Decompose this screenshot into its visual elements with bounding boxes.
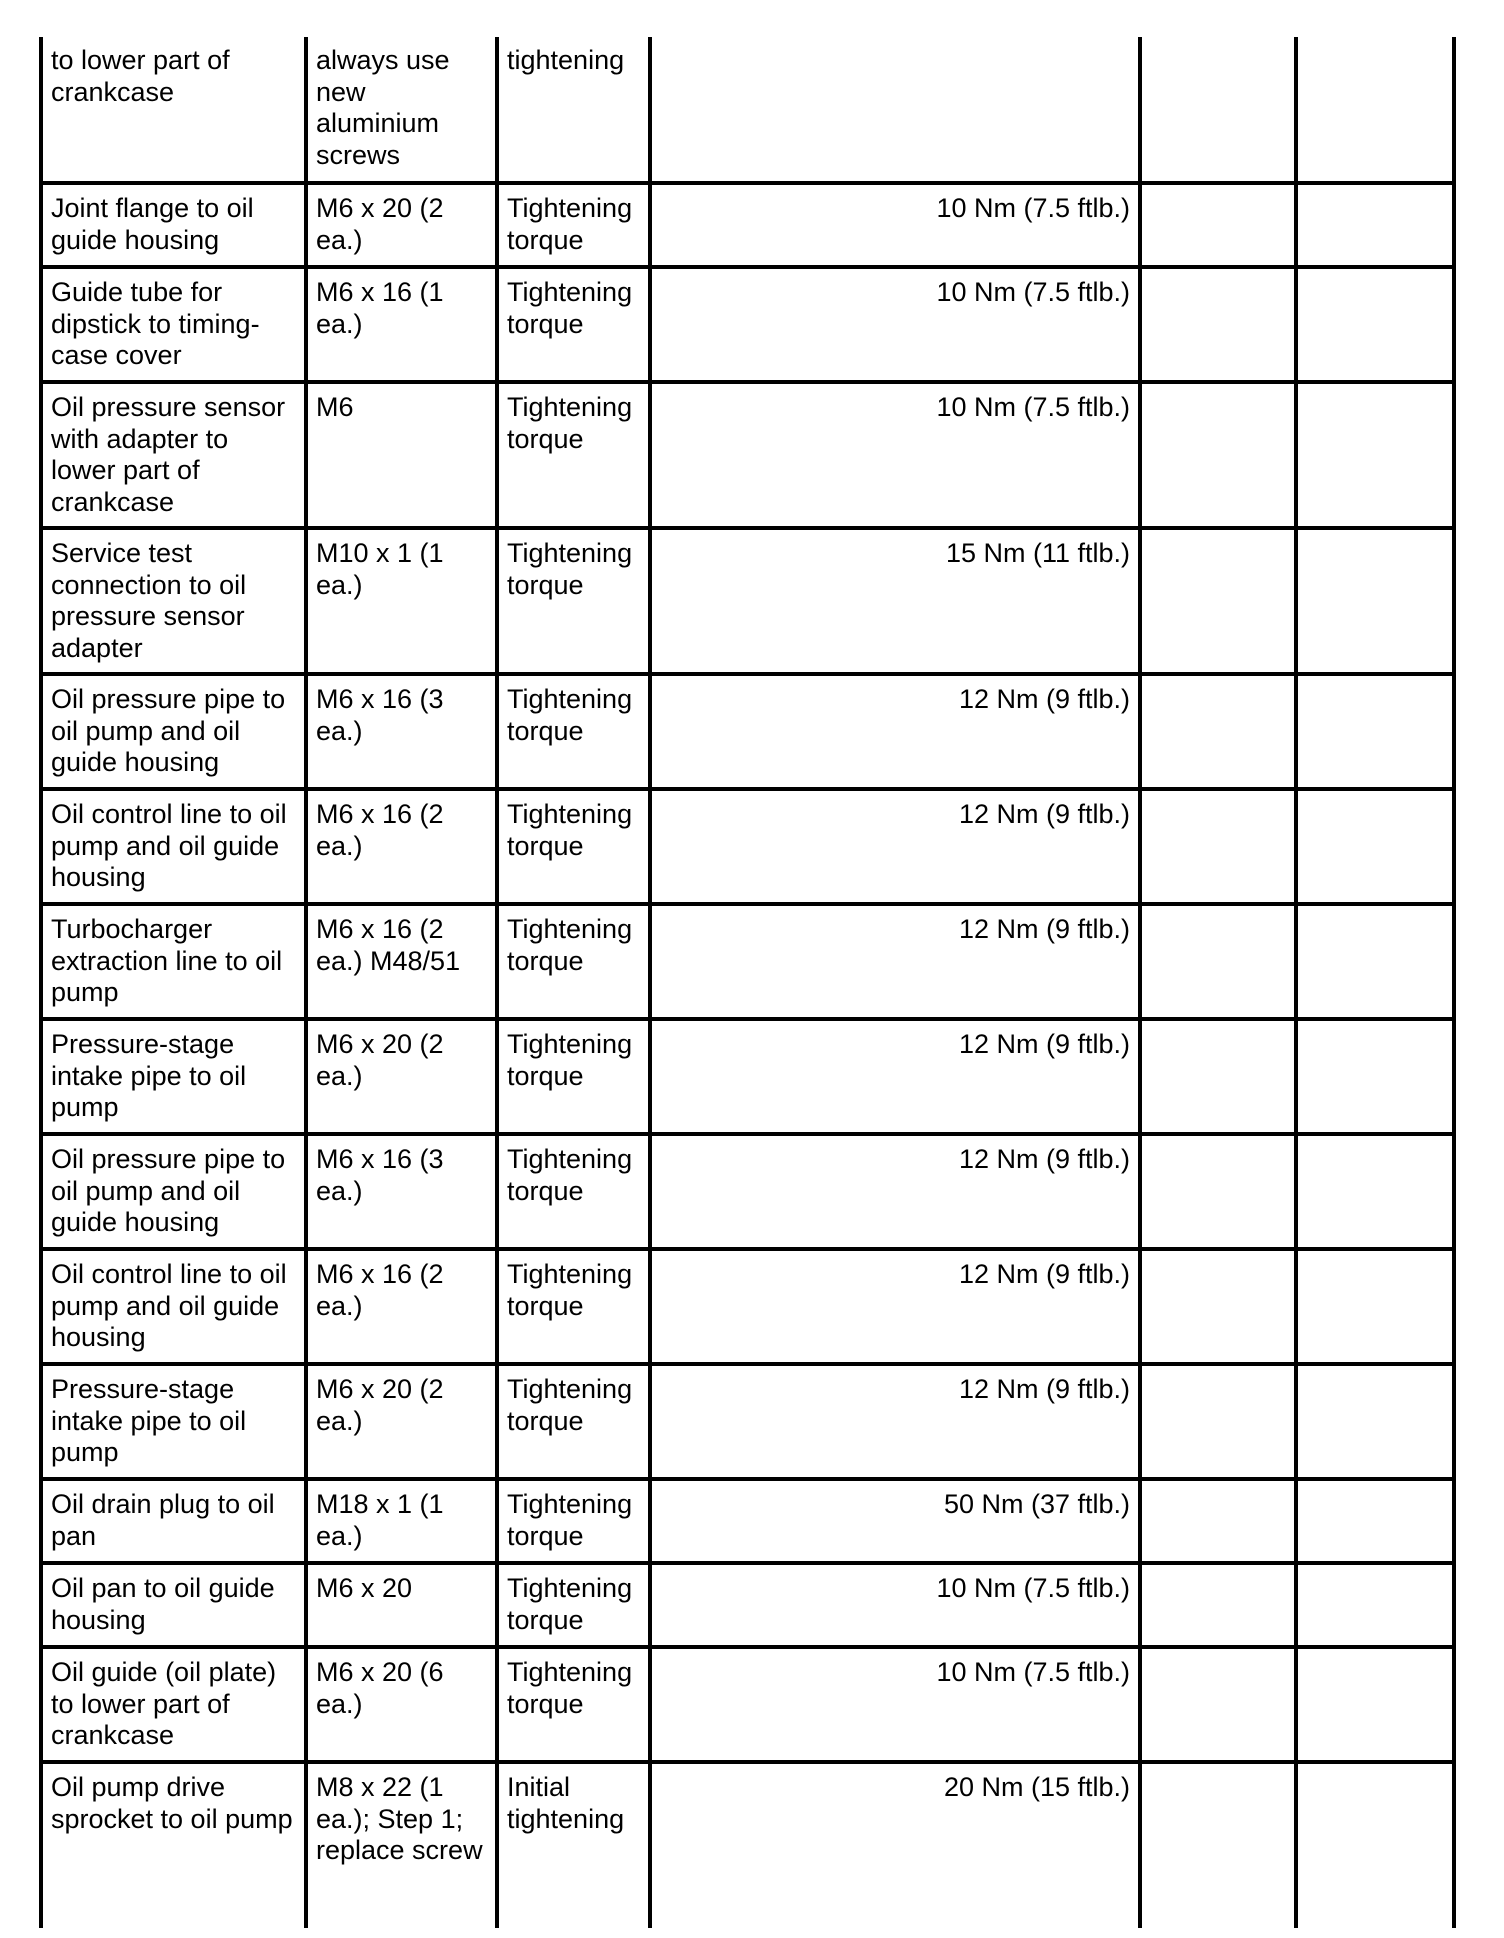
tightening-type-cell: Tightening torque <box>497 1249 650 1364</box>
tightening-type-cell: Tightening torque <box>497 1019 650 1134</box>
fastener-cell: M6 x 20 <box>306 1563 497 1647</box>
empty-cell <box>1140 528 1296 674</box>
empty-cell <box>1140 183 1296 267</box>
torque-value-cell <box>650 37 1140 183</box>
torque-value-cell: 15 Nm (11 ftlb.) <box>650 528 1140 674</box>
fastener-cell: M6 <box>306 382 497 528</box>
fastener-cell: M6 x 16 (3 ea.) <box>306 1134 497 1249</box>
torque-value-cell: 10 Nm (7.5 ftlb.) <box>650 382 1140 528</box>
empty-cell <box>1296 1647 1454 1762</box>
torque-value-cell: 12 Nm (9 ftlb.) <box>650 674 1140 789</box>
empty-cell <box>1140 1479 1296 1563</box>
empty-cell <box>1296 674 1454 789</box>
empty-cell <box>1296 37 1454 183</box>
component-cell: Oil pump drive sprocket to oil pump <box>41 1762 306 1928</box>
table-row <box>41 183 1454 267</box>
empty-cell <box>1296 528 1454 674</box>
torque-value-cell: 12 Nm (9 ftlb.) <box>650 904 1140 1019</box>
tightening-type-cell: Tightening torque <box>497 1563 650 1647</box>
component-cell: Oil guide (oil plate) to lower part of crankcase <box>41 1647 306 1762</box>
fastener-cell: M6 x 20 (2 ea.) <box>306 1019 497 1134</box>
empty-cell <box>1140 789 1296 904</box>
empty-cell <box>1296 904 1454 1019</box>
torque-value-cell: 10 Nm (7.5 ftlb.) <box>650 1563 1140 1647</box>
component-cell: Oil control line to oil pump and oil guide housing <box>41 1249 306 1364</box>
component-cell: Oil pressure pipe to oil pump and oil guide housing <box>41 1134 306 1249</box>
table-row <box>41 37 1454 183</box>
empty-cell <box>1140 1762 1296 1928</box>
torque-value-cell: 12 Nm (9 ftlb.) <box>650 1019 1140 1134</box>
torque-value-cell: 10 Nm (7.5 ftlb.) <box>650 267 1140 382</box>
empty-cell <box>1140 1647 1296 1762</box>
fastener-cell: M6 x 16 (2 ea.) <box>306 1249 497 1364</box>
component-cell: Turbocharger extraction line to oil pump <box>41 904 306 1019</box>
torque-value-cell: 12 Nm (9 ftlb.) <box>650 789 1140 904</box>
tightening-type-cell: Initial tightening <box>497 1762 650 1928</box>
component-cell: Joint flange to oil guide housing <box>41 183 306 267</box>
empty-cell <box>1296 267 1454 382</box>
tightening-type-cell: Tightening torque <box>497 528 650 674</box>
tightening-type-cell: Tightening torque <box>497 1134 650 1249</box>
table-row <box>41 1364 1454 1479</box>
tightening-type-cell: Tightening torque <box>497 1479 650 1563</box>
fastener-cell: M6 x 16 (2 ea.) M48/51 <box>306 904 497 1019</box>
fastener-cell: M6 x 20 (2 ea.) <box>306 183 497 267</box>
empty-cell <box>1140 37 1296 183</box>
table-row <box>41 1479 1454 1563</box>
empty-cell <box>1296 1762 1454 1928</box>
fastener-cell: M8 x 22 (1 ea.); Step 1; replace screw <box>306 1762 497 1928</box>
component-cell: to lower part of crankcase <box>41 37 306 183</box>
tightening-type-cell: Tightening torque <box>497 904 650 1019</box>
torque-value-cell: 10 Nm (7.5 ftlb.) <box>650 1647 1140 1762</box>
torque-value-cell: 50 Nm (37 ftlb.) <box>650 1479 1140 1563</box>
empty-cell <box>1296 1364 1454 1479</box>
table-row <box>41 789 1454 904</box>
empty-cell <box>1140 1019 1296 1134</box>
tightening-type-cell: tightening <box>497 37 650 183</box>
torque-value-cell: 12 Nm (9 ftlb.) <box>650 1249 1140 1364</box>
table-row <box>41 1762 1454 1928</box>
torque-value-cell: 12 Nm (9 ftlb.) <box>650 1134 1140 1249</box>
fastener-cell: M6 x 20 (2 ea.) <box>306 1364 497 1479</box>
fastener-cell: M6 x 20 (6 ea.) <box>306 1647 497 1762</box>
component-cell: Pressure-stage intake pipe to oil pump <box>41 1019 306 1134</box>
fastener-cell: M6 x 16 (3 ea.) <box>306 674 497 789</box>
torque-value-cell: 10 Nm (7.5 ftlb.) <box>650 183 1140 267</box>
empty-cell <box>1296 183 1454 267</box>
torque-value-cell: 20 Nm (15 ftlb.) <box>650 1762 1140 1928</box>
empty-cell <box>1140 382 1296 528</box>
empty-cell <box>1140 904 1296 1019</box>
empty-cell <box>1140 674 1296 789</box>
fastener-cell: M18 x 1 (1 ea.) <box>306 1479 497 1563</box>
tightening-type-cell: Tightening torque <box>497 183 650 267</box>
empty-cell <box>1296 789 1454 904</box>
component-cell: Oil control line to oil pump and oil guide housing <box>41 789 306 904</box>
fastener-cell: M6 x 16 (2 ea.) <box>306 789 497 904</box>
fastener-cell: M10 x 1 (1 ea.) <box>306 528 497 674</box>
empty-cell <box>1296 382 1454 528</box>
table-row <box>41 1249 1454 1364</box>
empty-cell <box>1140 1134 1296 1249</box>
table-row <box>41 528 1454 674</box>
tightening-type-cell: Tightening torque <box>497 382 650 528</box>
tightening-type-cell: Tightening torque <box>497 789 650 904</box>
tightening-type-cell: Tightening torque <box>497 1647 650 1762</box>
table-row <box>41 267 1454 382</box>
table-row <box>41 1134 1454 1249</box>
torque-value-cell: 12 Nm (9 ftlb.) <box>650 1364 1140 1479</box>
tightening-type-cell: Tightening torque <box>497 1364 650 1479</box>
empty-cell <box>1296 1479 1454 1563</box>
table-row <box>41 1647 1454 1762</box>
table-row <box>41 382 1454 528</box>
component-cell: Oil pressure pipe to oil pump and oil guide housing <box>41 674 306 789</box>
tightening-torque-table <box>39 37 1456 1928</box>
component-cell: Oil drain plug to oil pan <box>41 1479 306 1563</box>
tightening-type-cell: Tightening torque <box>497 674 650 789</box>
component-cell: Guide tube for dipstick to timing-case cover <box>41 267 306 382</box>
tightening-type-cell: Tightening torque <box>497 267 650 382</box>
empty-cell <box>1140 267 1296 382</box>
table-row <box>41 674 1454 789</box>
table-row <box>41 1019 1454 1134</box>
component-cell: Oil pressure sensor with adapter to lower part of crankcase <box>41 382 306 528</box>
fastener-cell: always use new aluminium screws <box>306 37 497 183</box>
component-cell: Oil pan to oil guide housing <box>41 1563 306 1647</box>
component-cell: Service test connection to oil pressure sensor adapter <box>41 528 306 674</box>
empty-cell <box>1140 1249 1296 1364</box>
component-cell: Pressure-stage intake pipe to oil pump <box>41 1364 306 1479</box>
empty-cell <box>1140 1364 1296 1479</box>
empty-cell <box>1296 1019 1454 1134</box>
empty-cell <box>1296 1563 1454 1647</box>
empty-cell <box>1140 1563 1296 1647</box>
table-row <box>41 1563 1454 1647</box>
fastener-cell: M6 x 16 (1 ea.) <box>306 267 497 382</box>
empty-cell <box>1296 1134 1454 1249</box>
table-row <box>41 904 1454 1019</box>
empty-cell <box>1296 1249 1454 1364</box>
